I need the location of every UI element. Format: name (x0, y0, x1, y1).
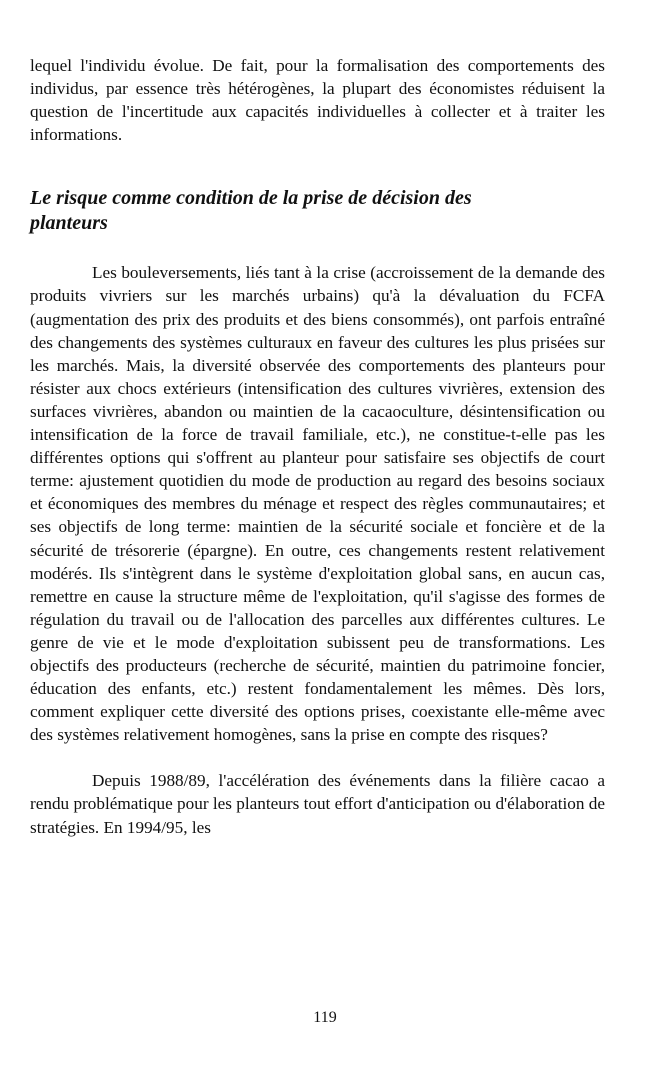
page-content (30, 54, 605, 839)
body-paragraph-1: Les bouleversements, liés tant à la crise (accroissement de la demande des produits vivriers sur les marchés urbains) qu'à la dévaluation du FCFA (augmentation des prix des produits et des biens consommés), ont parfois entraîné des changements des systèmes culturaux en faveur des cultures les plus prisées sur les marchés. Mais, la diversité observée des comportements des planteurs pour résister aux chocs extérieurs (intensification des cultures vivrières, extension des surfaces vivrières, abandon ou maintien de la cacaoculture, désintensification ou intensification de la force de travail familiale, etc.), ne constitue-t-elle pas les différentes options qui s'offrent au planteur pour satisfaire ses objectifs de court terme: ajustement quotidien du mode de production au regard des besoins sociaux et économiques des membres du ménage et respect des règles communautaires; et ses objectifs de long terme: maintien de la sécurité sociale et foncière et de la sécurité de trésorerie (épargne). En outre, ces changements restent relativement modérés. Ils s'intègrent dans le système d'exploitation global sans, en aucun cas, remettre en cause la structure même de l'exploitation, qu'il s'agisse des formes de régulation du travail ou de l'allocation des parcelles aux différentes cultures. Le genre de vie et le mode d'exploitation subissent peu de transformations. Les objectifs des producteurs (recherche de sécurité, maintien du patrimoine foncier, éducation des enfants, etc.) restent fondamentalement les mêmes. Dès lors, comment expliquer cette diversité des options prises, coexistante elle-même avec des systèmes relativement homogènes, sans la prise en compte des risques? (30, 263, 605, 745)
body-paragraph-2: Depuis 1988/89, l'accélération des événements dans la filière cacao a rendu problématique pour les planteurs tout effort d'anticipation ou d'élaboration de stratégies. En 1994/95, les (30, 771, 605, 837)
page-number: 119 (313, 1009, 337, 1026)
section-heading: Le risque comme condition de la prise de décision des planteurs (30, 187, 472, 235)
intro-paragraph: lequel l'individu évolue. De fait, pour la formalisation des comportements des individus, par essence très hétérogènes, la plupart des économistes réduisent la question de l'incertitude aux capacités individuelles à collecter et à traiter les informations. (30, 56, 605, 145)
